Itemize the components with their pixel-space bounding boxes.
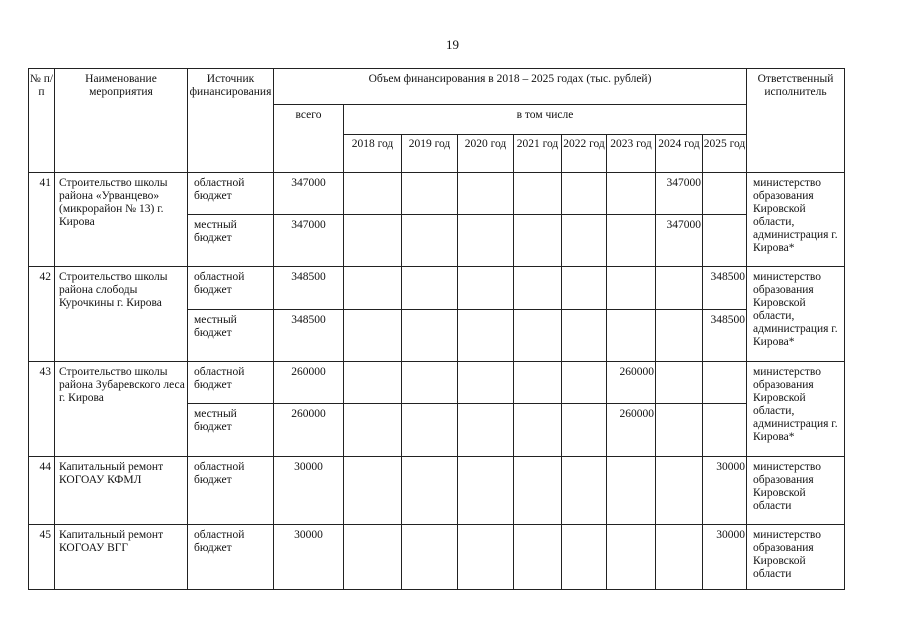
row-executor: министерство образования Кировской области xyxy=(747,457,845,525)
year-value xyxy=(703,173,747,215)
table-row xyxy=(29,267,845,310)
year-value: 260000 xyxy=(607,362,656,404)
year-value xyxy=(402,173,458,215)
year-value xyxy=(344,310,402,362)
year-value xyxy=(344,362,402,404)
header-year: 2018 год xyxy=(344,135,402,173)
year-value xyxy=(562,525,607,590)
year-value xyxy=(402,362,458,404)
table-row xyxy=(29,525,845,590)
year-value xyxy=(656,457,703,525)
year-value xyxy=(514,215,562,267)
row-name: Капитальный ремонт КОГОАУ ВГГ xyxy=(55,525,188,590)
header-num: № п/п xyxy=(29,69,55,173)
year-value xyxy=(458,267,514,310)
row-total: 348500 xyxy=(274,310,344,362)
year-value xyxy=(344,404,402,457)
row-number: 41 xyxy=(29,173,55,267)
year-value xyxy=(607,457,656,525)
page-number: 19 xyxy=(446,37,459,52)
year-value xyxy=(703,362,747,404)
year-value xyxy=(458,215,514,267)
year-value xyxy=(656,525,703,590)
year-value xyxy=(344,525,402,590)
year-value xyxy=(402,310,458,362)
year-value xyxy=(656,362,703,404)
header-executor: Ответственный исполнитель xyxy=(747,69,845,173)
year-value xyxy=(703,404,747,457)
year-value xyxy=(458,457,514,525)
row-name: Капитальный ремонт КОГОАУ КФМЛ xyxy=(55,457,188,525)
year-value xyxy=(514,525,562,590)
row-total: 260000 xyxy=(274,362,344,404)
year-value xyxy=(703,215,747,267)
year-value: 347000 xyxy=(656,215,703,267)
year-value: 348500 xyxy=(703,310,747,362)
header-volume: Объем финансирования в 2018 – 2025 годах (тыс. рублей) xyxy=(274,69,747,105)
year-value xyxy=(514,362,562,404)
header-source: Источник финансирования xyxy=(188,69,274,173)
row-source: областной бюджет xyxy=(188,362,274,404)
financing-table xyxy=(28,68,845,590)
row-total: 260000 xyxy=(274,404,344,457)
year-value xyxy=(402,525,458,590)
year-value xyxy=(458,404,514,457)
header-year: 2020 год xyxy=(458,135,514,173)
year-value xyxy=(402,267,458,310)
row-total: 347000 xyxy=(274,173,344,215)
year-value xyxy=(607,267,656,310)
year-value xyxy=(402,215,458,267)
table-row xyxy=(29,173,845,215)
year-value xyxy=(514,457,562,525)
year-value: 260000 xyxy=(607,404,656,457)
table-row xyxy=(29,362,845,404)
row-name: Строительство школы района Зубаревского леса г. Кирова xyxy=(55,362,188,457)
row-executor: министерство образования Кировской области, администрация г. Кирова* xyxy=(747,173,845,267)
row-total: 348500 xyxy=(274,267,344,310)
header-year: 2021 год xyxy=(514,135,562,173)
row-executor: министерство образования Кировской области, администрация г. Кирова* xyxy=(747,267,845,362)
year-value xyxy=(514,310,562,362)
header-year: 2023 год xyxy=(607,135,656,173)
row-source: местный бюджет xyxy=(188,404,274,457)
year-value xyxy=(607,215,656,267)
header-year: 2019 год xyxy=(402,135,458,173)
year-value xyxy=(514,267,562,310)
row-number: 45 xyxy=(29,525,55,590)
row-number: 44 xyxy=(29,457,55,525)
year-value xyxy=(514,404,562,457)
row-source: областной бюджет xyxy=(188,457,274,525)
year-value xyxy=(562,267,607,310)
header-including: в том числе xyxy=(344,105,747,135)
year-value xyxy=(402,404,458,457)
row-source: областной бюджет xyxy=(188,525,274,590)
year-value xyxy=(562,362,607,404)
row-executor: министерство образования Кировской области, администрация г. Кирова* xyxy=(747,362,845,457)
header-year: 2025 год xyxy=(703,135,747,173)
year-value xyxy=(458,362,514,404)
row-number: 42 xyxy=(29,267,55,362)
year-value xyxy=(458,173,514,215)
row-total: 347000 xyxy=(274,215,344,267)
year-value xyxy=(656,310,703,362)
year-value: 347000 xyxy=(656,173,703,215)
row-name: Строительство школы района «Урванцево» (микрорайон № 13) г. Кирова xyxy=(55,173,188,267)
year-value xyxy=(562,310,607,362)
header-year: 2024 год xyxy=(656,135,703,173)
year-value xyxy=(562,215,607,267)
row-source: областной бюджет xyxy=(188,173,274,215)
year-value: 30000 xyxy=(703,457,747,525)
year-value: 30000 xyxy=(703,525,747,590)
table-row xyxy=(29,457,845,525)
row-source: местный бюджет xyxy=(188,310,274,362)
row-total: 30000 xyxy=(274,457,344,525)
year-value xyxy=(656,267,703,310)
year-value xyxy=(458,525,514,590)
row-source: областной бюджет xyxy=(188,267,274,310)
row-executor: министерство образования Кировской области xyxy=(747,525,845,590)
year-value xyxy=(344,215,402,267)
year-value xyxy=(562,457,607,525)
header-total: всего xyxy=(274,105,344,173)
year-value xyxy=(344,173,402,215)
year-value xyxy=(514,173,562,215)
row-source: местный бюджет xyxy=(188,215,274,267)
header-name: Наименование мероприятия xyxy=(55,69,188,173)
year-value xyxy=(562,404,607,457)
year-value xyxy=(458,310,514,362)
year-value xyxy=(402,457,458,525)
year-value xyxy=(607,525,656,590)
year-value xyxy=(607,310,656,362)
year-value xyxy=(344,457,402,525)
year-value xyxy=(344,267,402,310)
row-name: Строительство школы района слободы Курочкины г. Кирова xyxy=(55,267,188,362)
row-number: 43 xyxy=(29,362,55,457)
header-year: 2022 год xyxy=(562,135,607,173)
row-total: 30000 xyxy=(274,525,344,590)
year-value xyxy=(607,173,656,215)
year-value xyxy=(656,404,703,457)
year-value: 348500 xyxy=(703,267,747,310)
year-value xyxy=(562,173,607,215)
